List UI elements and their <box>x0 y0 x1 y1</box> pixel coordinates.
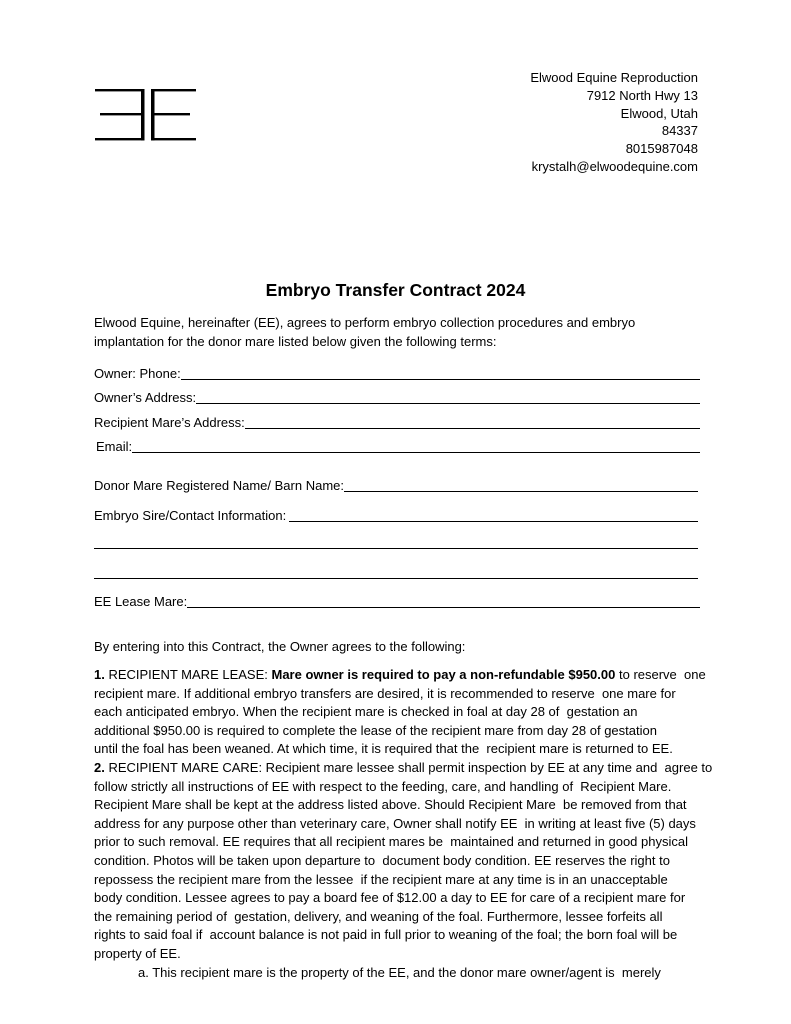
company-zip: 84337 <box>661 123 698 139</box>
logo-stroke <box>95 89 145 91</box>
logo-stroke <box>95 138 145 140</box>
extra-blank-line-row <box>94 564 698 582</box>
logo-stroke <box>100 113 145 115</box>
term-text: rights to said foal if account balance is not paid in full prior to weaning of the foal; the born foal will be <box>94 927 678 943</box>
intro-line: Elwood Equine, hereinafter (EE), agrees to perform embryo collection procedures and embryo <box>94 315 636 330</box>
term-line <box>94 815 712 834</box>
email-field <box>94 438 700 456</box>
term-line <box>94 852 712 871</box>
term-text: Recipient Mare shall be kept at the address listed above. Should Recipient Mare be removed from that <box>94 797 687 813</box>
blank-line <box>94 564 698 579</box>
term-line <box>94 666 712 685</box>
term-subitem: a. This recipient mare is the property of the EE, and the donor mare owner/agent is merely <box>138 964 661 980</box>
ee-lease-mare-field <box>94 593 700 611</box>
term-line <box>94 796 712 815</box>
terms-list <box>94 666 712 982</box>
term-text: repossess the recipient mare from the lessee if the recipient mare at any time is in an unacceptable <box>94 871 668 887</box>
term-text: recipient mare. If additional embryo transfers are desired, it is recommended to reserve one mare for <box>94 685 676 701</box>
company-city-state: Elwood, Utah <box>620 105 698 121</box>
company-street: 7912 North Hwy 13 <box>586 87 698 103</box>
logo-stroke <box>141 89 145 140</box>
contract-title: Embryo Transfer Contract 2024 <box>265 280 526 300</box>
donor-mare-name-field <box>94 477 698 495</box>
company-name: Elwood Equine Reproduction <box>530 70 698 85</box>
term-text: the remaining period of gestation, delivery, and weaning of the foal. Furthermore, lessee forfeits all <box>94 908 663 924</box>
company-phone: 8015987048 <box>625 141 698 157</box>
owner-address-field <box>94 389 700 407</box>
embryo-sire-contact-field <box>94 507 698 525</box>
term-line <box>94 740 712 759</box>
term-line <box>94 703 712 722</box>
logo-right-glyph <box>151 89 196 140</box>
term-text: address for any purpose other than veterinary care, Owner shall notify EE in writing at least five (5) days <box>94 815 696 831</box>
term-text: RECIPIENT MARE LEASE: <box>104 667 272 682</box>
term-line <box>94 926 712 945</box>
ee-lease-mare-blank-line <box>187 593 700 608</box>
term-line <box>94 871 712 890</box>
term-text: condition. Photos will be taken upon departure to document body condition. EE reserves the right to <box>94 852 670 868</box>
term-line <box>94 722 712 741</box>
term-bold-text: 1. <box>94 667 105 682</box>
term-text: property of EE. <box>94 945 181 961</box>
blank-line <box>94 534 698 549</box>
term-text: follow strictly all instructions of EE with respect to the feeding, care, and handling of Recipient Mare. <box>94 778 672 794</box>
term-text: until the foal has been weaned. At which time, it is required that the recipient mare is returned to EE. <box>94 741 673 757</box>
ee-logo <box>94 86 198 142</box>
term-text: body condition. Lessee agrees to pay a board fee of $12.00 a day to EE for care of a recipient mare for <box>94 890 686 906</box>
email-blank-line <box>132 438 700 453</box>
extra-blank-line-row <box>94 534 698 552</box>
donor-mare-name-label: Donor Mare Registered Name/ Barn Name: <box>94 478 344 493</box>
ee-lease-mare-label: EE Lease Mare: <box>94 594 188 609</box>
term-line <box>94 778 712 797</box>
recipient-mare-address-blank-line <box>245 414 700 429</box>
term-1 <box>94 666 712 759</box>
owner-phone-field <box>94 365 700 383</box>
term-text: each anticipated embryo. When the recipient mare is checked in foal at day 28 of gestation an <box>94 704 638 720</box>
recipient-mare-address-label: Recipient Mare’s Address: <box>94 415 245 430</box>
owner-address-blank-line <box>196 389 700 404</box>
term-line <box>94 908 712 927</box>
logo-left-glyph <box>95 89 145 140</box>
term-2 <box>94 759 712 982</box>
owner-phone-blank-line <box>181 365 700 380</box>
email-label: Email: <box>96 439 133 454</box>
company-email: krystalh@elwoodequine.com <box>531 158 698 174</box>
term-line <box>94 759 712 778</box>
intro-paragraph <box>94 313 635 351</box>
term-text: prior to such removal. EE requires that all recipient mares be maintained and returned in good physical <box>94 834 688 850</box>
term-line <box>94 945 712 964</box>
donor-mare-name-blank-line <box>344 477 698 492</box>
term-text: to reserve one <box>615 667 706 682</box>
term-line <box>94 889 712 908</box>
intro-line: implantation for the donor mare listed below given the following terms: <box>94 334 497 349</box>
embryo-sire-contact-label: Embryo Sire/Contact Information: <box>94 508 287 523</box>
logo-stroke <box>151 89 196 91</box>
embryo-sire-contact-blank-line <box>289 507 698 522</box>
agreement-lead: By entering into this Contract, the Owner agrees to the following: <box>94 639 466 654</box>
owner-address-label: Owner’s Address: <box>94 390 197 405</box>
term-text: RECIPIENT MARE CARE: Recipient mare lessee shall permit inspection by EE at any time and agree to <box>104 759 713 775</box>
term-text: additional $950.00 is required to complete the lease of the recipient mare from day 28 of gestation <box>94 722 657 738</box>
recipient-mare-address-field <box>94 414 700 432</box>
term-line <box>94 833 712 852</box>
logo-stroke <box>151 138 196 140</box>
company-address-block <box>530 69 698 176</box>
owner-phone-label: Owner: Phone: <box>94 366 181 381</box>
logo-stroke <box>151 113 190 115</box>
term-line <box>94 685 712 704</box>
term-bold-text: 2. <box>94 759 105 775</box>
term-bold-text: Mare owner is required to pay a non-refundable $950.00 <box>271 667 616 682</box>
